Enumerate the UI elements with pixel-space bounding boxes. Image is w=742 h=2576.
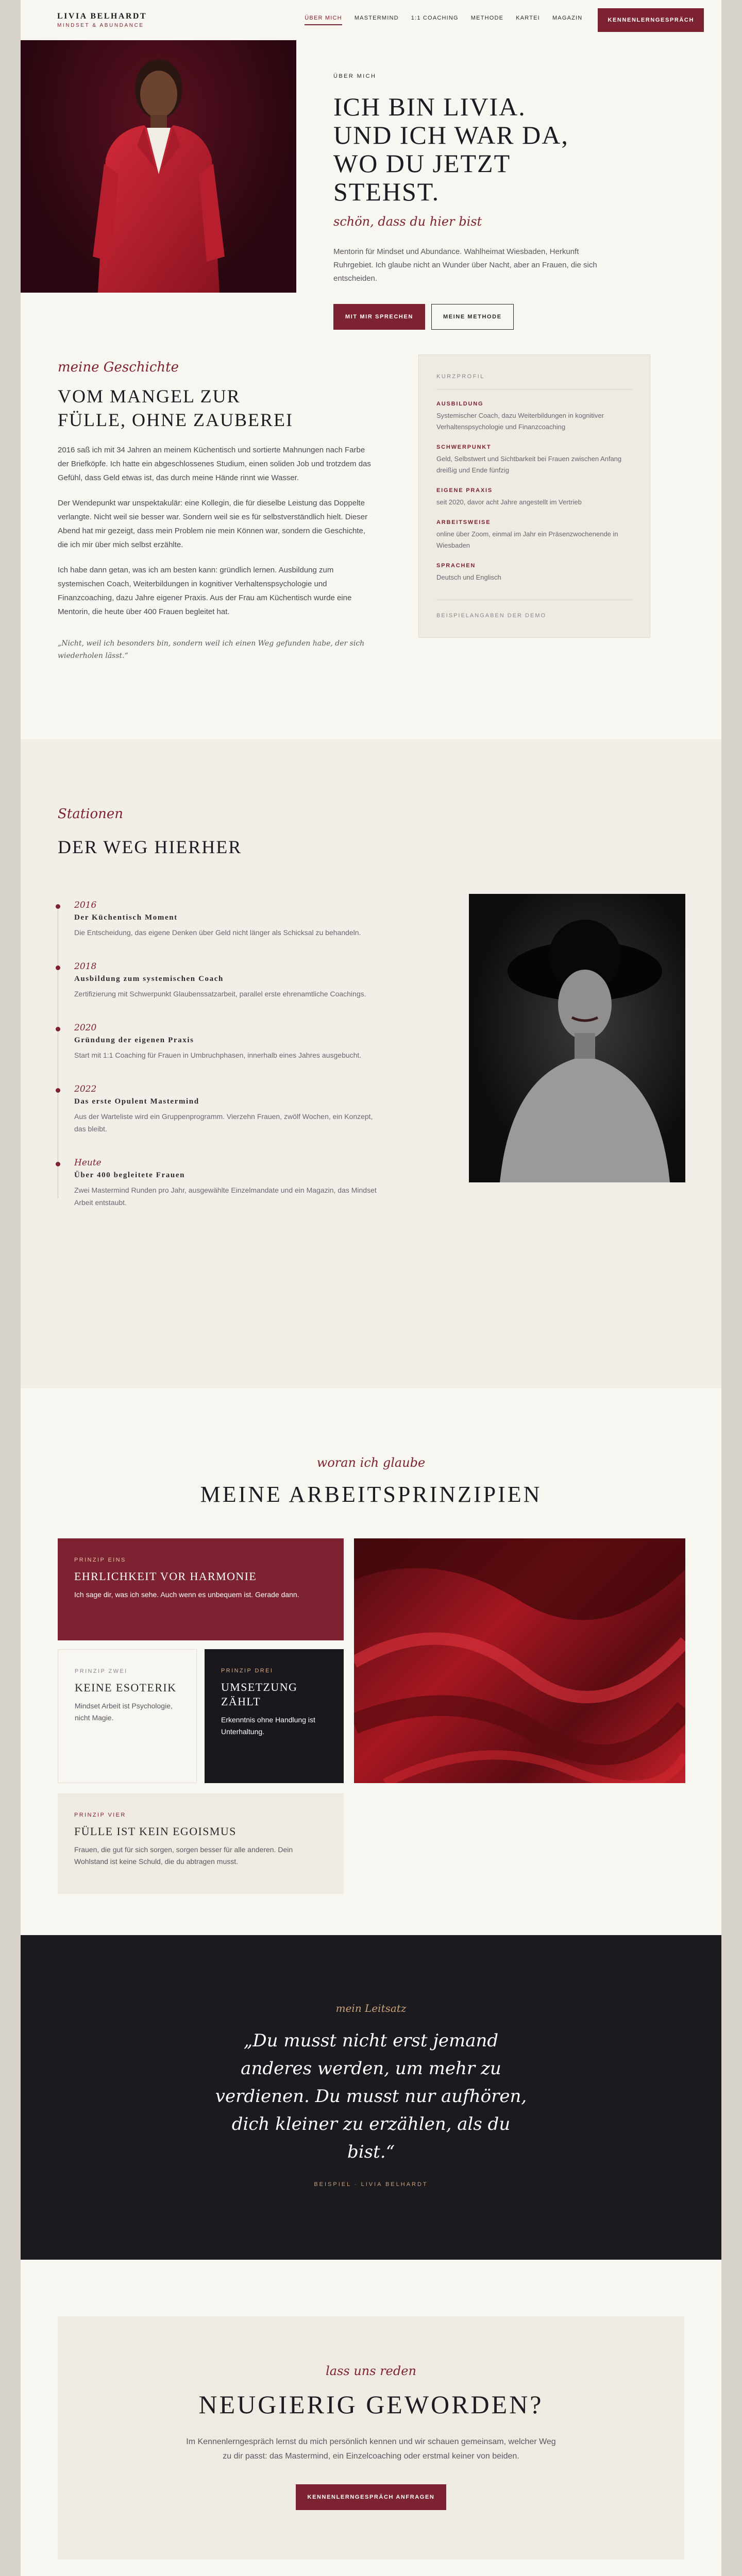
principle-title: KEINE ESOTERIK — [75, 1681, 177, 1694]
profile-label: EIGENE PRAXIS — [436, 487, 493, 494]
timeline-item — [74, 1023, 377, 1061]
hero-content — [296, 40, 616, 320]
principle-kicker: PRINZIP VIER — [74, 1812, 126, 1818]
portrait-illustration — [21, 40, 296, 293]
timeline-title: Ausbildung zum systemischen Coach — [74, 975, 224, 983]
principle-title: EHRLICHKEIT VOR HARMONIE — [74, 1570, 257, 1583]
stations-section — [21, 739, 721, 1388]
timeline-item — [74, 1084, 377, 1135]
hero-title — [333, 93, 616, 206]
principles-eyebrow: woran ich glaube — [316, 1455, 426, 1470]
timeline-year: Heute — [74, 1158, 102, 1168]
timeline-item — [74, 900, 377, 939]
profile-value: online über Zoom, einmal im Jahr ein Präsenzwochenende in Wiesbaden — [436, 530, 618, 549]
profile-value: seit 2020, davor acht Jahre angestellt im Vertrieb — [436, 498, 582, 506]
contact-cta-box — [58, 2316, 684, 2560]
nav-mastermind[interactable]: MASTERMIND — [354, 15, 399, 21]
hero-buttons — [333, 304, 616, 330]
timeline-title: Das erste Opulent Mastermind — [74, 1097, 199, 1106]
nav-coaching[interactable]: 1:1 COACHING — [411, 15, 459, 21]
page — [21, 0, 721, 2576]
story-eyebrow: meine Geschichte — [58, 360, 179, 375]
principle-kicker: PRINZIP ZWEI — [75, 1668, 128, 1674]
hero-title-line-2: UND ICH WAR DA, — [333, 121, 569, 149]
story-title-line-1: VOM MANGEL ZUR — [58, 386, 241, 406]
hero-title-line-3: WO DU JETZT STEHST. — [333, 149, 511, 206]
motto-section — [21, 1935, 721, 2260]
motto-eyebrow: mein Leitsatz — [335, 2002, 407, 2014]
profile-label: AUSBILDUNG — [436, 401, 484, 407]
cta-eyebrow: lass uns reden — [326, 2364, 416, 2378]
timeline-year: 2020 — [74, 1023, 97, 1033]
woman-hat-illustration — [469, 894, 685, 1182]
principle-kicker: PRINZIP EINS — [74, 1557, 126, 1563]
timeline-title: Der Küchentisch Moment — [74, 913, 178, 922]
timeline-text: Die Entscheidung, das eigene Denken über Geld nicht länger als Schicksal zu behandeln. — [74, 928, 361, 937]
profile-footer-note: BEISPIELANGABEN DER DEMO — [436, 600, 632, 619]
timeline-dot — [56, 1027, 60, 1031]
timeline-text: Zwei Mastermind Runden pro Jahr, ausgewählte Einzelmandate und ein Magazin, das Mindset Arbeit entstaubt. — [74, 1186, 377, 1207]
principle-text: Mindset Arbeit ist Psychologie, nicht Magie. — [75, 1702, 173, 1722]
nav-kartei[interactable]: KARTEI — [516, 15, 540, 21]
principle-title: FÜLLE IST KEIN EGOISMUS — [74, 1825, 237, 1838]
story-content — [58, 360, 372, 662]
brand-logo[interactable] — [57, 12, 147, 28]
brand-subtitle: MINDSET & ABUNDANCE — [57, 23, 144, 28]
profile-label: SPRACHEN — [436, 563, 476, 569]
timeline-text: Aus der Warteliste wird ein Gruppenprogramm. Vierzehn Frauen, zwölf Wochen, ein Konzept, das bleibt. — [74, 1112, 373, 1133]
timeline-text: Start mit 1:1 Coaching für Frauen in Umbruchphasen, innerhalb eines Jahres ausgebucht. — [74, 1051, 362, 1059]
timeline-item — [74, 961, 377, 1000]
principle-kicker: PRINZIP DREI — [221, 1668, 274, 1674]
principles-section — [21, 1388, 721, 1935]
principle-card-3 — [205, 1649, 344, 1783]
principle-card-4 — [58, 1793, 344, 1894]
timeline-text: Zertifizierung mit Schwerpunkt Glaubenssatzarbeit, parallel erste ehrenamtliche Coachings. — [74, 990, 366, 998]
profile-value: Geld, Selbstwert und Sichtbarkeit bei Frauen zwischen Anfang dreißig und Ende fünfzig — [436, 455, 622, 474]
hero-portrait-image — [21, 40, 296, 293]
story-title — [58, 384, 372, 432]
request-call-button[interactable]: KENNENLERNGESPRÄCH ANFRAGEN — [296, 2484, 447, 2510]
timeline-item — [74, 1158, 377, 1209]
story-paragraph-3: Ich habe dann getan, was ich am besten kann: gründlich lernen. Ausbildung zum systemischen Coach, Weiterbildungen in kognitiver Verhaltenspsychologie und Finanzcoaching, dazu Jahre eigener Praxis. Aus der Frau am Küchentisch wurde eine Mentorin, die heute über 400 Frauen begleitet hat. — [58, 566, 352, 616]
timeline — [58, 900, 377, 1209]
principles-title: MEINE ARBEITSPRINZIPIEN — [200, 1482, 542, 1507]
timeline-dot — [56, 1162, 60, 1166]
nav-magazin[interactable]: MAGAZIN — [552, 15, 583, 21]
timeline-dot — [56, 965, 60, 970]
site-header — [21, 0, 721, 40]
principle-card-1 — [58, 1538, 344, 1640]
principle-text: Ich sage dir, was ich sehe. Auch wenn es unbequem ist. Gerade dann. — [74, 1590, 299, 1599]
nav-methode[interactable]: METHODE — [470, 15, 504, 21]
hero-title-line-1: ICH BIN LIVIA. — [333, 92, 526, 121]
cta-text: Im Kennenlerngespräch lernst du mich persönlich kennen und wir schauen gemeinsam, welcher Weg zu dir passt: das Mastermind, ein Einzelcoaching oder erstmal keiner von beiden. — [186, 2437, 556, 2461]
profile-heading: KURZPROFIL — [436, 374, 632, 389]
hero-text: Mentorin für Mindset und Abundance. Wahlheimat Wiesbaden, Herkunft Ruhrgebiet. Ich glaube nicht an Wunder über Nacht, aber an Frauen, die sich entscheiden. — [333, 247, 597, 283]
timeline-year: 2022 — [74, 1084, 97, 1094]
brand-name: LIVIA BELHARDT — [57, 12, 147, 21]
silk-illustration — [354, 1538, 685, 1783]
story-title-line-2: FÜLLE, OHNE ZAUBEREI — [58, 410, 293, 430]
motto-author: BEISPIEL · LIVIA BELHARDT — [314, 2181, 428, 2188]
stations-eyebrow: Stationen — [58, 806, 124, 822]
principle-title: UMSETZUNG ZÄHLT — [221, 1681, 298, 1708]
hero-subtitle: schön, dass du hier bist — [333, 214, 482, 229]
hero-section — [21, 40, 721, 320]
talk-to-me-button[interactable]: MIT MIR SPRECHEN — [333, 304, 425, 330]
principle-text: Erkenntnis ohne Handlung ist Unterhaltung. — [221, 1716, 315, 1736]
story-section — [21, 293, 721, 662]
hero-eyebrow: ÜBER MICH — [333, 73, 377, 79]
timeline-dot — [56, 904, 60, 909]
profile-value: Deutsch und Englisch — [436, 573, 501, 581]
timeline-year: 2016 — [74, 900, 97, 910]
short-profile-card — [418, 354, 650, 638]
principle-card-2 — [58, 1649, 197, 1783]
nav-ueber-mich[interactable]: ÜBER MICH — [305, 15, 342, 25]
profile-value: Systemischer Coach, dazu Weiterbildungen in kognitiver Verhaltenspsychologie und Finanzcoaching — [436, 412, 604, 431]
timeline-dot — [56, 1088, 60, 1093]
cta-title: NEUGIERIG GEWORDEN? — [198, 2390, 544, 2419]
timeline-title: Gründung der eigenen Praxis — [74, 1036, 194, 1044]
principles-grid — [58, 1538, 684, 1866]
stations-title: DER WEG HIERHER — [58, 837, 242, 857]
timeline-title: Über 400 begleitete Frauen — [74, 1171, 185, 1179]
story-paragraph-1: 2016 saß ich mit 34 Jahren an meinem Küchentisch und sortierte Mahnungen nach Farbe der Briefköpfe. Ich hatte ein abgeschlossenes Studium, einen soliden Job und trotzdem das Gefühl, dass Geld etwas ist, das durch meine Hände rinnt wie Wasser. — [58, 446, 371, 482]
principle-text: Frauen, die gut für sich sorgen, sorgen besser für alle anderen. Dein Wohlstand ist keine Schuld, die du abtragen musst. — [74, 1845, 293, 1866]
contact-cta-section — [21, 2260, 721, 2576]
woman-hat-photo — [469, 894, 685, 1182]
motto-quote: „Du musst nicht erst jemand anderes werden, um mehr zu verdienen. Du musst nur aufhören, dich kleiner zu erzählen, als du bist.“ — [215, 2030, 527, 2162]
profile-label: SCHWERPUNKT — [436, 444, 492, 450]
header-cta-button[interactable]: KENNENLERNGESPRÄCH — [598, 8, 704, 32]
my-method-button[interactable]: MEINE METHODE — [431, 304, 514, 330]
story-quote: „Nicht, weil ich besonders bin, sondern weil ich einen Weg gefunden habe, der sich wiederholen lässt.“ — [58, 639, 365, 660]
profile-label: ARBEITSWEISE — [436, 519, 491, 526]
timeline-year: 2018 — [74, 961, 97, 972]
main-nav — [305, 8, 704, 32]
story-paragraph-2: Der Wendepunkt war unspektakulär: eine Kollegin, die für dieselbe Leistung das Doppelte verlangte. Nicht weil sie besser war. Sondern weil sie es für selbstverständlich hielt. Dieser Abend hat mir gezeigt, dass mein Problem nie mein Können war, sondern die Geschichte, die ich mir über mich selbst erzählte. — [58, 499, 368, 549]
red-silk-image — [354, 1538, 685, 1783]
